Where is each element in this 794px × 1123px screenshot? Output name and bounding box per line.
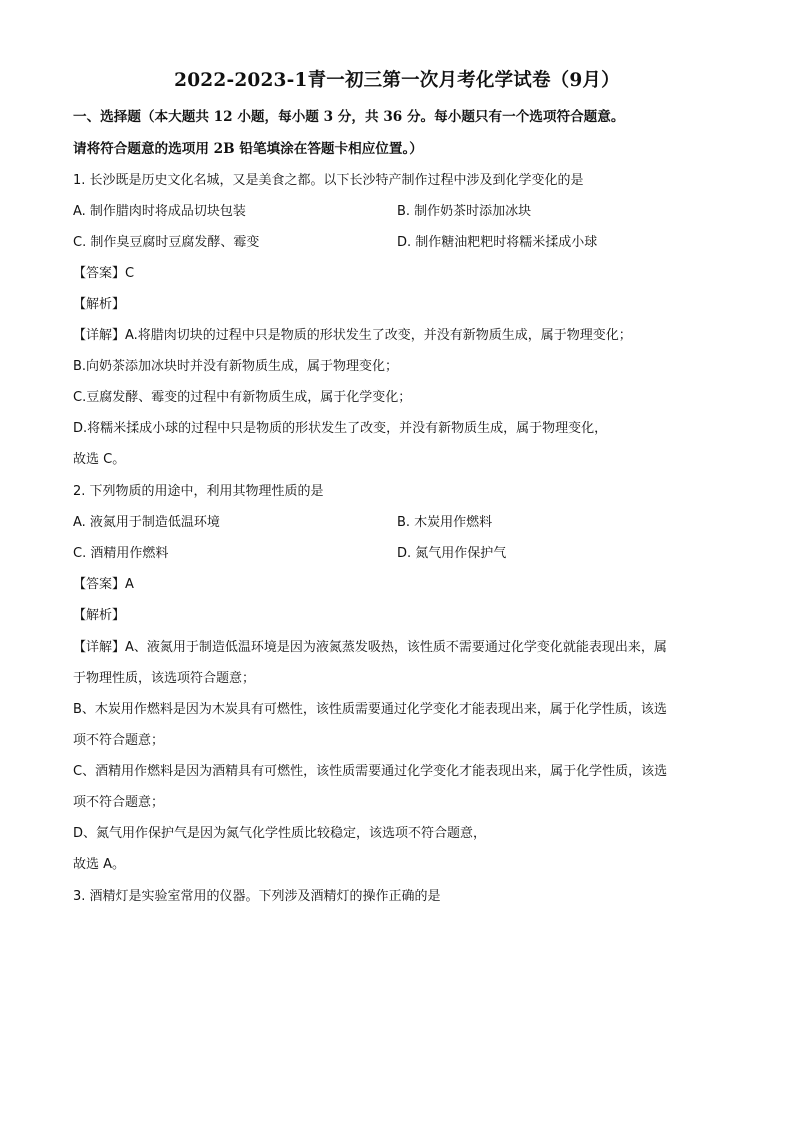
q2-detail-3: B、木炭用作燃料是因为木炭具有可燃性，该性质需要通过化学变化才能表现出来，属于化学性质，该选: [73, 702, 667, 717]
q1-stem: 1. 长沙既是历史文化名城，又是美食之都。以下长沙特产制作过程中涉及到化学变化的是: [73, 173, 584, 188]
q2-option-c: C. 酒精用作燃料: [73, 546, 169, 561]
q1-answer: 【答案】C: [73, 266, 135, 281]
q2-detail-6: 项不符合题意；: [73, 795, 165, 810]
q1-analysis-label: 【解析】: [73, 297, 126, 312]
page-title: 2022-2023-1青一初三第一次月考化学试卷（9月）: [174, 70, 620, 91]
q1-option-d: D. 制作糖油粑粑时将糯米揉成小球: [397, 235, 598, 250]
section-heading-line-2: 请将符合题意的选项用 2B 铅笔填涂在答题卡相应位置。）: [73, 141, 423, 157]
q2-conclusion: 故选 A。: [73, 857, 126, 872]
q1-detail-2: B.向奶茶添加冰块时并没有新物质生成，属于物理变化；: [73, 359, 399, 374]
q1-detail-3: C.豆腐发酵、霉变的过程中有新物质生成，属于化学变化；: [73, 390, 412, 405]
q2-option-d: D. 氮气用作保护气: [397, 546, 507, 561]
q2-option-a: A. 液氮用于制造低温环境: [73, 515, 220, 530]
q2-detail-4: 项不符合题意；: [73, 733, 165, 748]
q2-option-b: B. 木炭用作燃料: [397, 515, 493, 530]
q2-detail-7: D、氮气用作保护气是因为氮气化学性质比较稳定，该选项不符合题意，: [73, 826, 487, 841]
q2-stem: 2. 下列物质的用途中，利用其物理性质的是: [73, 484, 324, 499]
section-heading-line-1: 一、选择题（本大题共 12 小题，每小题 3 分，共 36 分。每小题只有一个选项符合题意。: [73, 109, 625, 125]
q1-detail-1: 【详解】A.将腊肉切块的过程中只是物质的形状发生了改变，并没有新物质生成，属于物理变化；: [73, 328, 632, 343]
q2-answer: 【答案】A: [73, 577, 134, 592]
q1-conclusion: 故选 C。: [73, 452, 126, 467]
q1-option-a: A. 制作腊肉时将成品切块包装: [73, 204, 246, 219]
q1-option-b: B. 制作奶茶时添加冰块: [397, 204, 532, 219]
q2-analysis-label: 【解析】: [73, 608, 126, 623]
q2-detail-5: C、酒精用作燃料是因为酒精具有可燃性，该性质需要通过化学变化才能表现出来，属于化学性质，该选: [73, 764, 668, 779]
q3-stem: 3. 酒精灯是实验室常用的仪器。下列涉及酒精灯的操作正确的是: [73, 889, 441, 904]
q2-detail-1: 【详解】A、液氮用于制造低温环境是因为液氮蒸发吸热，该性质不需要通过化学变化就能表现出来，属: [73, 640, 667, 655]
q1-detail-4: D.将糯米揉成小球的过程中只是物质的形状发生了改变，并没有新物质生成，属于物理变化，: [73, 421, 608, 436]
q2-detail-2: 于物理性质，该选项符合题意；: [73, 671, 256, 686]
q1-option-c: C. 制作臭豆腐时豆腐发酵、霉变: [73, 235, 260, 250]
